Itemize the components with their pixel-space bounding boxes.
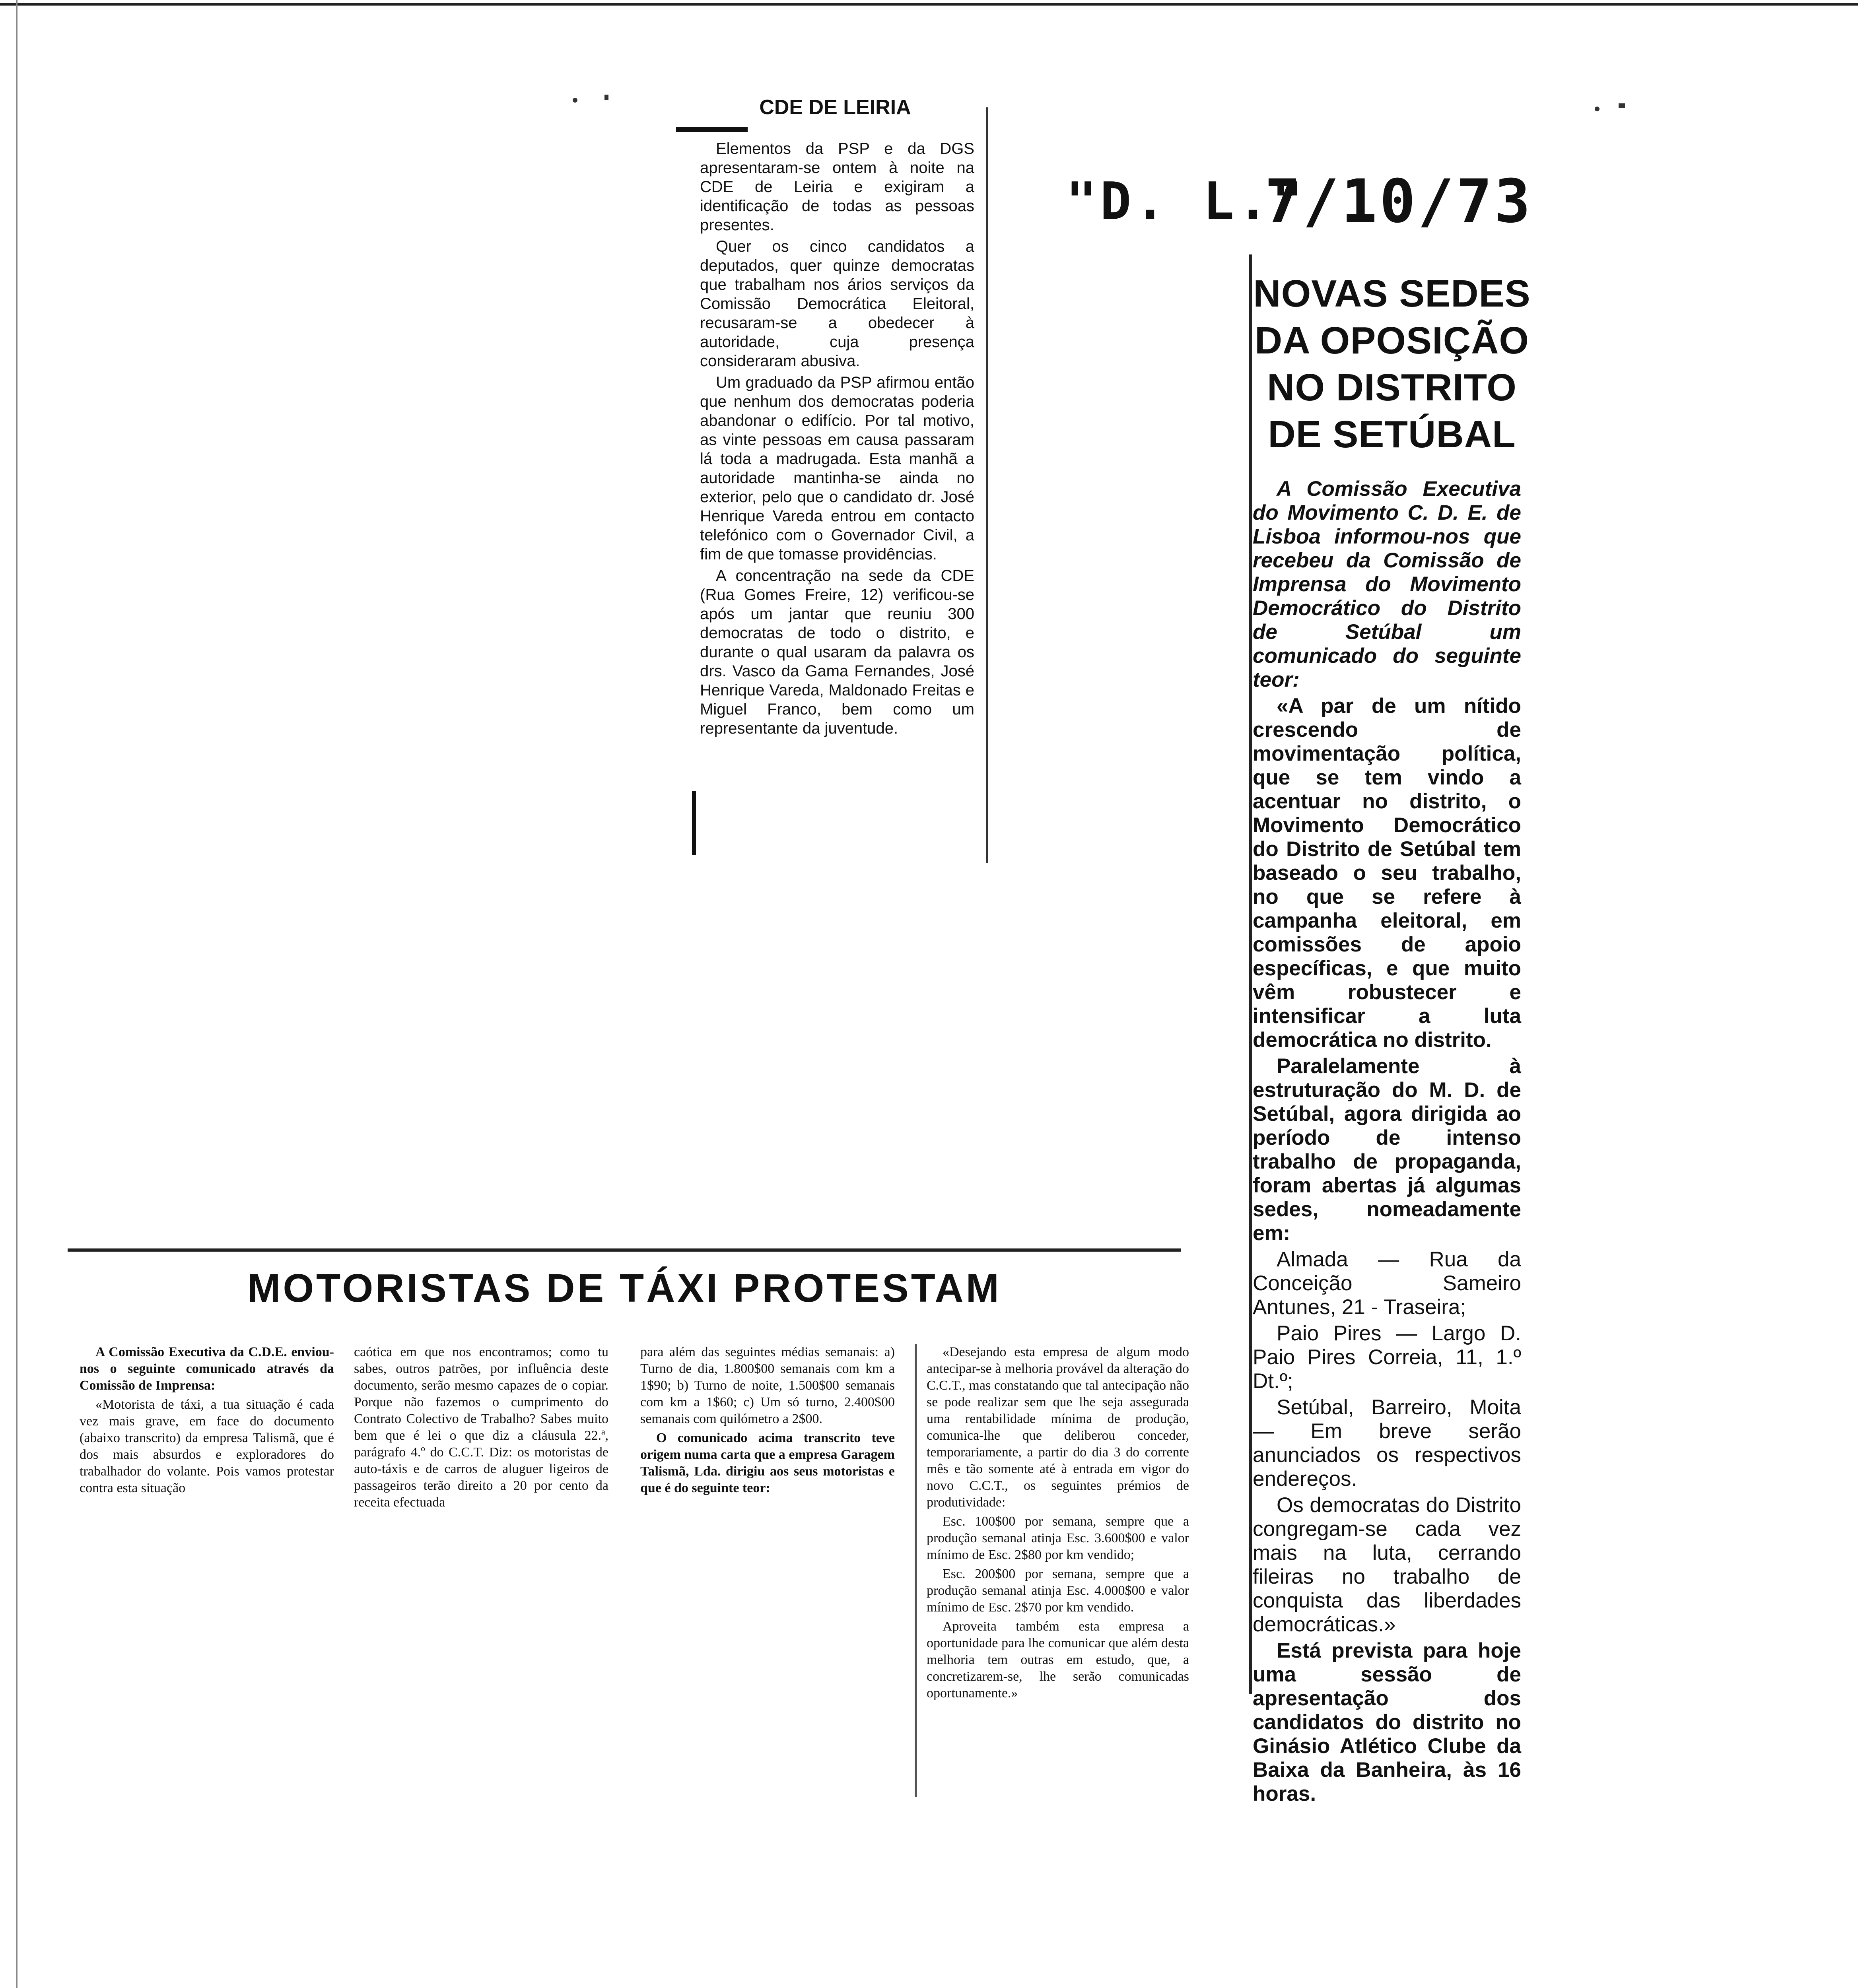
taxi-column-2	[354, 1344, 608, 1513]
taxi-column-4	[927, 1344, 1189, 1704]
headline-rule	[68, 1248, 1181, 1252]
paragraph: «Desejando esta empresa de algum modo antecipar-se à melhoria provável da alteração do C.C.T., mas constatando que tal antecipação não se pode realizar sem que lhe seja assegurada uma rentabilidade mínima de produção, comunica-lhe que deliberou conceder, temporariamente, a partir do dia 3 do corrente mês e tão somente até à entrada em vigor do novo C.C.T., os seguintes prémios de produtividade:	[927, 1345, 1189, 1510]
article-cde-leiria	[676, 91, 994, 855]
paragraph: «A par de um nítido crescendo de movimentação política, que se tem vindo a acentuar no distrito, o Movimento Democrático do Distrito de Setúbal tem baseado o seu trabalho, no que se refere à campanha eleitoral, em comissões de apoio específicas, e que muito vêm robustecer e intensificar a luta democrática no distrito.	[1253, 694, 1521, 1052]
column-rule	[915, 1344, 917, 1797]
paragraph: Paralelamente à estruturação do M. D. de Setúbal, agora dirigida ao período de intenso trabalho de propaganda, foram abertas já algumas sedes, nomeadamente em:	[1253, 1054, 1521, 1245]
paragraph: Almada — Rua da Conceição Sameiro Antunes, 21 - Traseira;	[1253, 1248, 1521, 1319]
ink-speck	[604, 95, 608, 100]
paragraph: Elementos da PSP e da DGS apresentaram-se ontem à noite na CDE de Leiria e exigiram a identificação de todas as pessoas presentes.	[700, 140, 974, 234]
ink-speck	[1595, 107, 1600, 111]
taxi-column-1	[80, 1344, 334, 1499]
article-lead: A Comissão Executiva da C.D.E. enviou-nos o seguinte comunicado através da Comissão de Imprensa:	[80, 1345, 334, 1393]
article-title: CDE DE LEIRIA	[759, 96, 911, 119]
paragraph: Setúbal, Barreiro, Moita — Em breve serão anunciados os respectivos endereços.	[1253, 1396, 1521, 1491]
column-rule	[1249, 254, 1252, 1694]
ink-speck	[573, 98, 577, 103]
handwritten-date: 7/10/73	[1265, 167, 1533, 236]
paragraph: Um graduado da PSP afirmou então que nenhum dos democratas poderia abandonar o edifício. Por tal motivo, as vinte pessoas em causa passaram lá toda a madrugada. Esta manhã a autoridade mantinha-se ainda no exterior, pelo que o candidato dr. José Henrique Vareda entrou em contacto telefónico com o Governador Civil, a fim de que tomasse providências.	[700, 374, 974, 563]
handwritten-source: "D. L."	[1066, 171, 1306, 231]
article-body	[1253, 477, 1521, 1808]
article-lead: A Comissão Executiva do Movimento C. D. E. de Lisboa informou-nos que recebeu da Comissão de Imprensa do Movimento Democrático do Distrito de Setúbal um comunicado do seguinte teor:	[1253, 477, 1521, 691]
paragraph: Quer os cinco candidatos a deputados, quer quinze democratas que trabalham nos ários serviços da Comissão Democrática Eleitoral, recusaram-se a obedecer à autoridade, cuja presença consideraram abusiva.	[700, 238, 974, 370]
pen-mark	[676, 127, 748, 132]
pen-mark	[692, 791, 696, 855]
paragraph: A concentração na sede da CDE (Rua Gomes Freire, 12) verificou-se após um jantar que reuniu 300 democratas de todo o distrito, e durante o qual usaram da palavra os drs. Vasco da Gama Fernandes, José Henrique Vareda, Maldonado Freitas e Miguel Franco, bem como um representante da juventude.	[700, 567, 974, 737]
paragraph: caótica em que nos encontramos; como tu sabes, outros patrões, por influência deste documento, serão mesmo capazes de o copiar. Porque não fazemos o cumprimento do Contrato Colectivo de Trabalho? Sabes muito bem que é lei o que diz a cláusula 22.ª, parágrafo 4.º do C.C.T. Diz: os motoristas de auto-táxis e de carros de aluguer ligeiros de passageiros terão direito a 20 por cento da receita efectuada	[354, 1345, 608, 1510]
paragraph: Paio Pires — Largo D. Paio Pires Correia, 11, 1.º Dt.º;	[1253, 1322, 1521, 1393]
column-rule	[986, 107, 988, 863]
paragraph: para além das seguintes médias semanais: a) Turno de dia, 1.800$00 semanais com km a 1$90; b) Turno de noite, 1.500$00 semanais com km a 1$60; c) Um só turno, 2.400$00 semanais com quilómetro a 2$00.	[640, 1345, 895, 1426]
paragraph-bold: O comunicado acima transcrito teve origem numa carta que a empresa Garagem Talismã, Lda. dirigiu aos seus motoristas e que é do seguinte teor:	[640, 1431, 895, 1495]
taxi-column-3	[640, 1344, 895, 1499]
paragraph: Está prevista para hoje uma sessão de apresentação dos candidatos do distrito no Ginásio Atlético Clube da Baixa da Banheira, às 16 horas.	[1253, 1639, 1521, 1806]
page-top-edge	[0, 3, 1858, 6]
paragraph: Aproveita também esta empresa a oportunidade para lhe comunicar que além desta melhoria tem outras em estudo, que, a concretizarem-se, lhe serão comunicadas oportunamente.»	[927, 1619, 1189, 1701]
page-left-edge	[16, 0, 17, 1988]
paragraph: «Motorista de táxi, a tua situação é cada vez mais grave, em face do documento (abaixo transcrito) da empresa Talismã, que é dos mais absurdos e exploradores do trabalhador do volante. Pois vamos protestar contra esta situação	[80, 1397, 334, 1495]
article-novas-sedes	[1253, 254, 1531, 1806]
article-title: NOVAS SEDES DA OPOSIÇÃO NO DISTRITO DE SETÚBAL	[1253, 272, 1531, 456]
paragraph: Esc. 100$00 por semana, sempre que a produção semanal atinja Esc. 3.600$00 e valor mínimo de Esc. 2$80 por km vendido;	[927, 1514, 1189, 1562]
paragraph: Os democratas do Distrito congregam-se cada vez mais na luta, cerrando fileiras no trabalho de conquista das liberdades democráticas.»	[1253, 1493, 1521, 1636]
article-body	[700, 139, 974, 740]
ink-speck	[1619, 103, 1625, 108]
paragraph: Esc. 200$00 por semana, sempre que a produção semanal atinja Esc. 4.000$00 e valor mínimo de Esc. 2$70 por km vendido.	[927, 1567, 1189, 1615]
article-title: MOTORISTAS DE TÁXI PROTESTAM	[247, 1266, 1001, 1310]
